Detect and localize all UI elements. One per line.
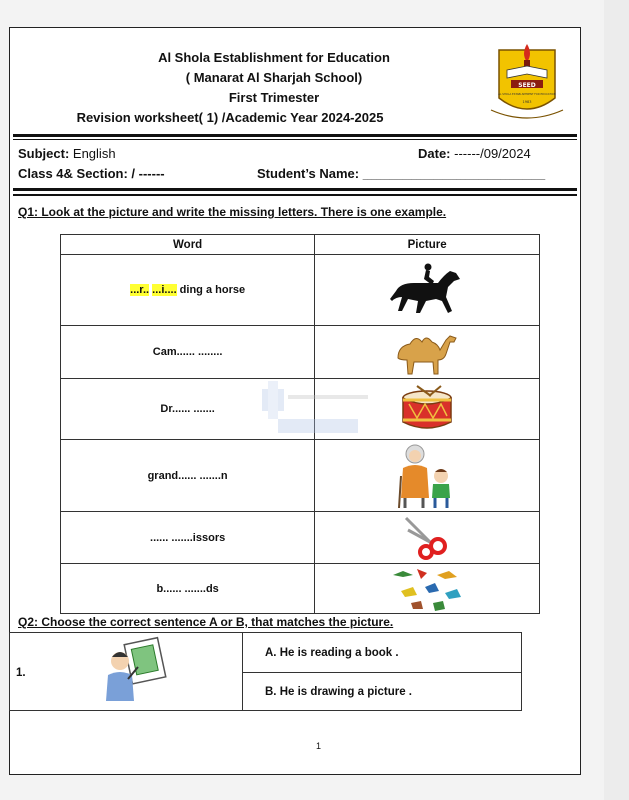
info-rule-thin (13, 194, 577, 196)
example-letter-r: ...r.. (130, 284, 150, 296)
birds-icon (387, 565, 467, 613)
col-picture-header: Picture (315, 235, 540, 255)
example-letter-i: ...i.... (152, 284, 177, 296)
page-number: 1 (316, 741, 322, 751)
word-cell: grand...... .......n (61, 440, 315, 512)
q2-picture-cell (10, 633, 243, 711)
school-logo (485, 40, 569, 132)
grandmother-icon (395, 442, 459, 510)
logo-text: SEED (518, 82, 536, 89)
option-b[interactable]: B. He is drawing a picture . (243, 673, 522, 711)
word-cell: b...... .......ds (61, 564, 315, 614)
logo-year: 1983 (522, 100, 532, 104)
drum-icon (397, 384, 457, 434)
subject-value: English (69, 146, 116, 161)
student-name-field (257, 166, 545, 181)
q1-header-row (61, 235, 540, 255)
scissors-icon (402, 516, 452, 560)
horse-picture-cell (315, 255, 540, 326)
logo-caption: AL SHOLA ESTABLISHMENT FOR EDUCATION (498, 93, 556, 96)
table-row (10, 633, 522, 673)
class-field: Class 4& Section: / ------ (18, 166, 165, 181)
school-name: Al Shola Establishment for Education (158, 50, 390, 65)
q2-heading: Q2: Choose the correct sentence A or B, that matches the picture. (18, 615, 394, 629)
table-row (61, 255, 540, 326)
word-cell: Dr...... ....... (61, 379, 315, 440)
q2-table (9, 632, 522, 711)
table-row (61, 440, 540, 512)
picture-cell (315, 512, 540, 564)
background-strip (604, 0, 629, 800)
subject-field (18, 146, 116, 161)
worksheet-title: Revision worksheet( 1) /Academic Year 2024-2025 (76, 110, 384, 125)
q1-heading: Q1: Look at the picture and write the missing letters. There is one example. (18, 205, 447, 219)
word-cell: ...... .......issors (61, 512, 315, 564)
picture-cell (315, 326, 540, 379)
picture-cell (315, 440, 540, 512)
subject-label: Subject: (18, 146, 70, 161)
example-word (61, 255, 315, 326)
header-rule-thin (13, 139, 577, 140)
table-row (61, 512, 540, 564)
date-field (418, 146, 531, 161)
date-label: Date: (418, 146, 451, 161)
header-rule (13, 134, 577, 137)
example-rest: ding a horse (176, 284, 246, 296)
watermark-logo (258, 375, 378, 445)
table-row (61, 326, 540, 379)
student-label: Student’s Name: (257, 166, 360, 181)
school-subname: ( Manarat Al Sharjah School) (185, 70, 363, 85)
q2-item-number: 1. (16, 667, 26, 679)
trimester: First Trimester (228, 90, 320, 105)
worksheet-page (9, 27, 581, 775)
camel-icon (392, 328, 462, 376)
date-value: ------/09/2024 (450, 146, 531, 161)
col-word-header: Word (61, 235, 315, 255)
word-cell: Cam...... ........ (61, 326, 315, 379)
table-row (61, 564, 540, 614)
boy-drawing-image (104, 635, 168, 705)
horse-rider-image (386, 261, 468, 319)
info-rule (13, 188, 577, 191)
picture-cell (315, 564, 540, 614)
student-name-line: _________________________________________ (362, 171, 546, 180)
option-a[interactable]: A. He is reading a book . (243, 633, 522, 673)
